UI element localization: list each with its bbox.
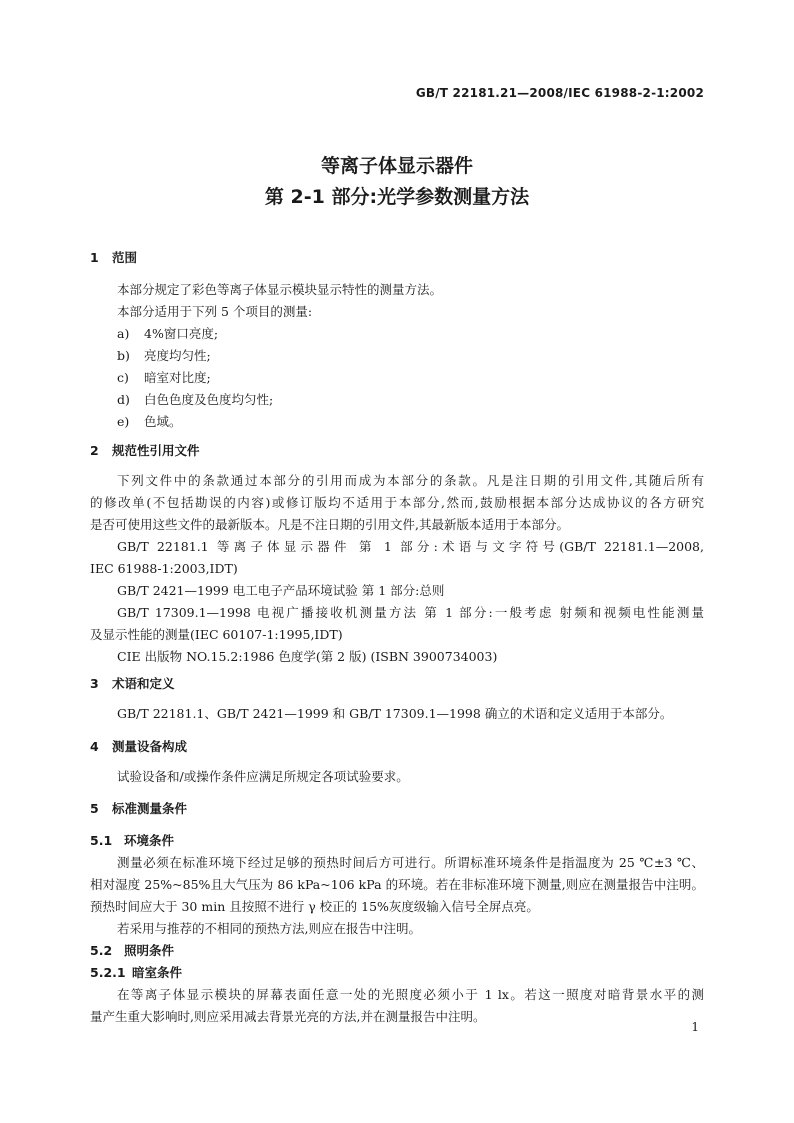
section-title: 范围 [112, 250, 138, 265]
reference-line: CIE 出版物 NO.15.2:1986 色度学(第 2 版) (ISBN 3900734003) [117, 649, 498, 664]
list-item-tag: a) [117, 326, 130, 341]
page-number: 1 [691, 1020, 699, 1034]
list-item-text: 亮度均匀性; [144, 348, 211, 363]
reference-line: 及显示性能的测量(IEC 60107-1:1995,IDT) [90, 627, 343, 642]
section-title: 测量设备构成 [112, 739, 188, 754]
subsection-number: 5.1 [90, 833, 113, 848]
list-item-tag: e) [117, 414, 130, 429]
section-4-heading [90, 738, 187, 756]
section-2-heading [90, 442, 200, 460]
subsection-5-1-heading [90, 832, 174, 850]
section-title: 术语和定义 [112, 676, 175, 691]
paragraph: 若采用与推荐的不相同的预热方法,则应在报告中注明。 [117, 921, 421, 936]
paragraph: 试验设备和/或操作条件应满足所规定各项试验要求。 [117, 769, 409, 784]
section-title: 标准测量条件 [112, 801, 188, 816]
reference-line: IEC 61988-1:2003,IDT) [90, 561, 238, 576]
section-number: 2 [90, 443, 99, 458]
document-subtitle: 第 2-1 部分:光学参数测量方法 [264, 186, 530, 208]
list-item-text: 白色色度及色度均匀性; [144, 392, 274, 407]
paragraph-line: 相对湿度 25%~85%且大气压为 86 kPa~106 kPa 的环境。若在非标准环境下测量,则应在测量报告中注明。 [90, 877, 704, 892]
subsection-number: 5.2 [90, 943, 113, 958]
list-item-text: 暗室对比度; [144, 370, 211, 385]
subsection-title: 照明条件 [124, 943, 175, 958]
paragraph: GB/T 22181.1、GB/T 2421—1999 和 GB/T 17309.1—1998 确立的术语和定义适用于本部分。 [117, 706, 673, 721]
paragraph-line: 量产生重大影响时,则应采用减去背景光亮的方法,并在测量报告中注明。 [90, 1009, 486, 1024]
subsection-5-2-heading [90, 942, 174, 960]
paragraph-line: 在等离子体显示模块的屏幕表面任意一处的光照度必须小于 1 lx。若这一照度对暗背景水平的测 [117, 987, 704, 1002]
list-item-tag: d) [117, 392, 130, 407]
paragraph: 本部分规定了彩色等离子体显示模块显示特性的测量方法。 [117, 282, 443, 297]
list-item-text: 色域。 [144, 414, 182, 429]
list-item [117, 413, 182, 431]
paragraph-line: 的修改单(不包括勘误的内容)或修订版均不适用于本部分,然而,鼓励根据本部分达成协议的各方研究 [90, 495, 704, 510]
list-item-text: 4%窗口亮度; [144, 326, 219, 341]
standard-number: GB/T 22181.21—2008/IEC 61988-2-1:2002 [415, 86, 704, 100]
reference-line: GB/T 22181.1 等离子体显示器件 第 1 部分:术语与文字符号(GB/T 22181.1—2008, [117, 539, 704, 554]
list-item [117, 391, 273, 409]
paragraph-line: 下列文件中的条款通过本部分的引用而成为本部分的条款。凡是注日期的引用文件,其随后所有 [117, 473, 704, 488]
subsection-title: 环境条件 [124, 833, 175, 848]
document-title: 等离子体显示器件 [320, 155, 473, 177]
section-number: 5 [90, 801, 99, 816]
subsection-title: 暗室条件 [132, 965, 183, 980]
paragraph-line: 测量必须在标准环境下经过足够的预热时间后方可进行。所谓标准环境条件是指温度为 25 ℃±3 ℃、 [117, 855, 704, 870]
list-item [117, 325, 218, 343]
section-title: 规范性引用文件 [112, 443, 200, 458]
subsection-5-2-1-heading [90, 964, 182, 982]
subsection-number: 5.2.1 [90, 965, 126, 980]
section-number: 4 [90, 739, 99, 754]
list-item-tag: b) [117, 348, 130, 363]
section-5-heading [90, 800, 187, 818]
section-1-heading [90, 249, 137, 267]
section-3-heading [90, 675, 175, 693]
paragraph: 本部分适用于下列 5 个项目的测量: [117, 304, 313, 319]
section-number: 1 [90, 250, 99, 265]
paragraph-line: 预热时间应大于 30 min 且按照不进行 γ 校正的 15%灰度级输入信号全屏点亮。 [90, 899, 539, 914]
reference-line: GB/T 17309.1—1998 电视广播接收机测量方法 第 1 部分:一般考虑 射频和视频电性能测量 [117, 605, 704, 620]
list-item-tag: c) [117, 370, 129, 385]
paragraph-line: 是否可使用这些文件的最新版本。凡是不注日期的引用文件,其最新版本适用于本部分。 [90, 517, 569, 532]
reference-line: GB/T 2421—1999 电工电子产品环境试验 第 1 部分:总则 [117, 583, 445, 598]
list-item [117, 347, 211, 365]
list-item [117, 369, 211, 387]
section-number: 3 [90, 676, 99, 691]
